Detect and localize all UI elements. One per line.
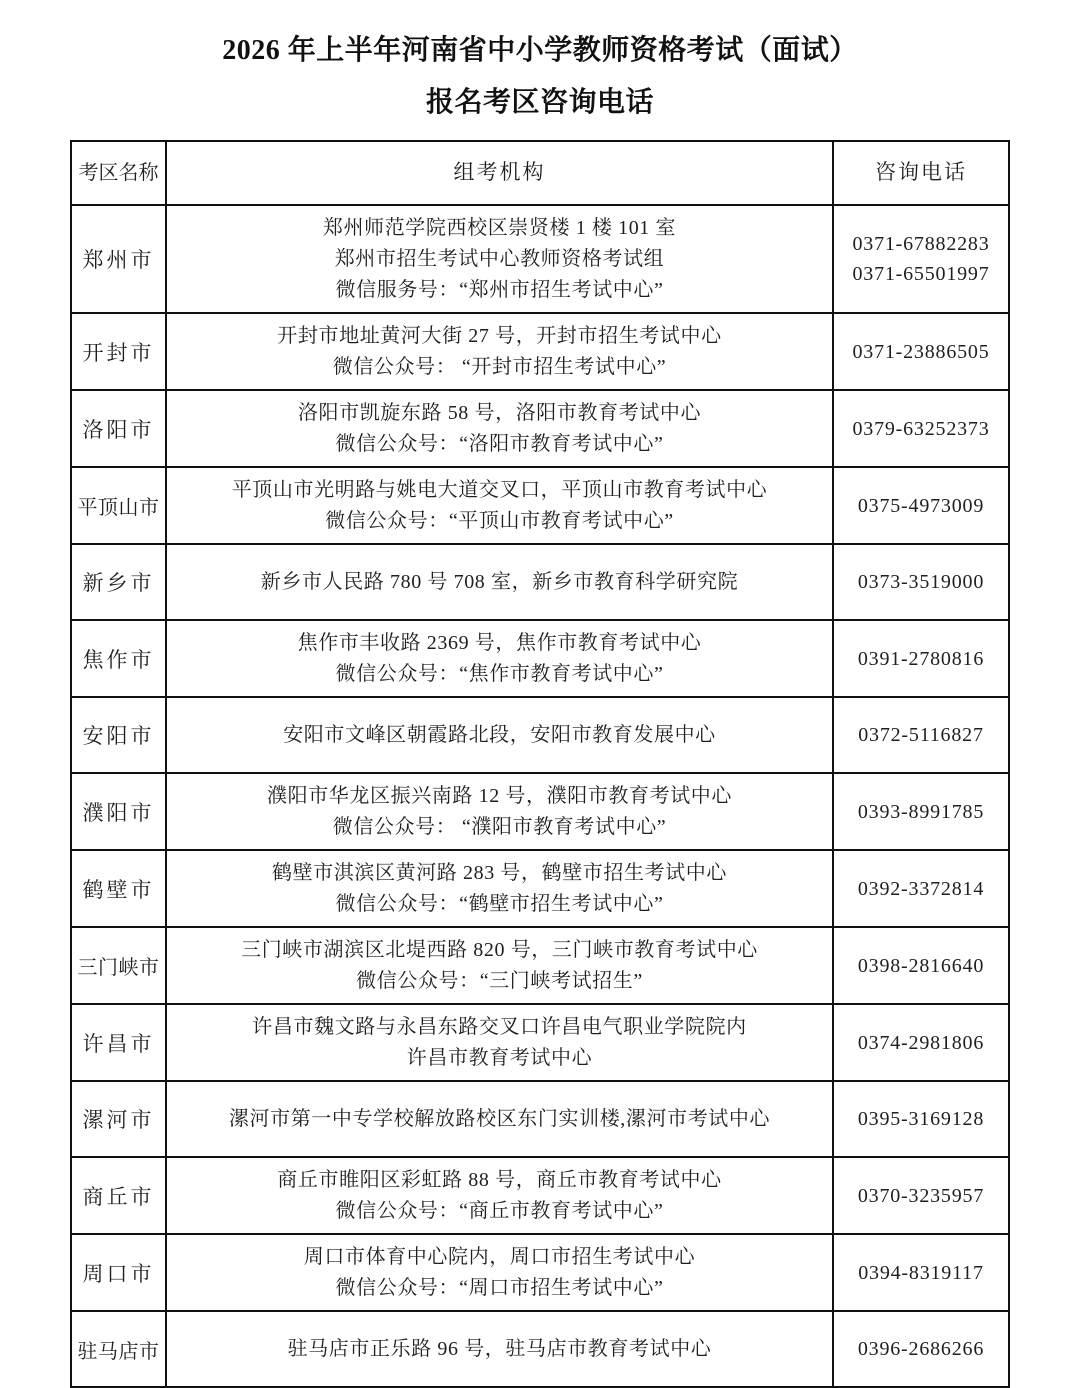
cell-phone xyxy=(833,850,1009,927)
organizer-line: 郑州市招生考试中心教师资格考试组 xyxy=(334,247,665,270)
column-header-exam-district: 考区名称 xyxy=(71,141,166,205)
organizer-line: 鹤壁市淇滨区黄河路 283 号，鹤壁市招生考试中心 xyxy=(272,861,727,884)
cell-exam-district: 漯河市 xyxy=(71,1081,166,1157)
cell-exam-district: 安阳市 xyxy=(71,697,166,773)
cell-exam-district: 周口市 xyxy=(71,1234,166,1311)
organizer-line: 微信公众号：“洛阳市教育考试中心” xyxy=(335,432,664,455)
phone-number: 0393-8991785 xyxy=(857,800,985,823)
table-row xyxy=(71,1157,1009,1234)
table-row xyxy=(71,927,1009,1004)
organizer-line: 濮阳市华龙区振兴南路 12 号，濮阳市教育考试中心 xyxy=(267,784,732,807)
contact-table xyxy=(70,140,1010,1388)
phone-number: 0396-2686266 xyxy=(857,1338,985,1360)
table-row xyxy=(71,467,1009,544)
table-header-row xyxy=(71,141,1009,205)
organizer-line: 周口市体育中心院内，周口市招生考试中心 xyxy=(303,1245,696,1268)
cell-phone xyxy=(833,697,1009,773)
table-row xyxy=(71,313,1009,390)
organizer-line: 许昌市魏文路与永昌东路交叉口许昌电气职业学院院内 xyxy=(252,1015,747,1038)
organizer-line: 商丘市睢阳区彩虹路 88 号，商丘市教育考试中心 xyxy=(277,1168,722,1191)
column-header-organizer: 组考机构 xyxy=(166,141,833,205)
organizer-line: 微信公众号：“周口市招生考试中心” xyxy=(335,1276,664,1299)
cell-exam-district: 开封市 xyxy=(71,313,166,390)
table-row xyxy=(71,390,1009,467)
organizer-line: 新乡市人民路 780 号 708 室，新乡市教育科学研究院 xyxy=(260,570,739,593)
cell-exam-district: 郑州市 xyxy=(71,205,166,313)
cell-organizer xyxy=(166,1004,833,1081)
phone-number: 0398-2816640 xyxy=(857,954,985,977)
organizer-line: 微信公众号：“鹤壁市招生考试中心” xyxy=(335,892,664,915)
cell-organizer xyxy=(166,313,833,390)
cell-organizer xyxy=(166,1234,833,1311)
cell-phone xyxy=(833,544,1009,620)
organizer-line: 漯河市第一中专学校解放路校区东门实训楼,漯河市考试中心 xyxy=(228,1107,771,1130)
table-row xyxy=(71,544,1009,620)
cell-organizer xyxy=(166,697,833,773)
cell-organizer xyxy=(166,1157,833,1234)
cell-phone xyxy=(833,1157,1009,1234)
table-header xyxy=(71,141,1009,205)
cell-organizer xyxy=(166,1081,833,1157)
cell-phone xyxy=(833,1311,1009,1387)
cell-phone xyxy=(833,390,1009,467)
phone-number: 0371-65501997 xyxy=(852,263,990,285)
phone-number: 0371-23886505 xyxy=(852,340,990,363)
phone-number: 0375-4973009 xyxy=(857,494,985,517)
cell-exam-district: 新乡市 xyxy=(71,544,166,620)
organizer-line: 平顶山市光明路与姚电大道交叉口，平顶山市教育考试中心 xyxy=(231,478,768,501)
cell-organizer xyxy=(166,927,833,1004)
cell-organizer xyxy=(166,620,833,697)
organizer-line: 微信公众号：“焦作市教育考试中心” xyxy=(335,662,664,685)
organizer-line: 焦作市丰收路 2369 号，焦作市教育考试中心 xyxy=(297,631,702,654)
phone-number: 0371-67882283 xyxy=(852,233,990,255)
cell-organizer xyxy=(166,467,833,544)
cell-phone xyxy=(833,1004,1009,1081)
phone-number: 0379-63252373 xyxy=(852,417,990,440)
table-row xyxy=(71,1004,1009,1081)
cell-organizer xyxy=(166,544,833,620)
phone-number: 0395-3169128 xyxy=(857,1108,985,1130)
phone-number: 0392-3372814 xyxy=(857,877,985,900)
cell-phone xyxy=(833,313,1009,390)
cell-exam-district: 三门峡市 xyxy=(71,927,166,1004)
organizer-line: 开封市地址黄河大街 27 号，开封市招生考试中心 xyxy=(277,324,722,347)
phone-number: 0394-8319117 xyxy=(858,1261,984,1284)
title-line-1: 2026 年上半年河南省中小学教师资格考试（面试） xyxy=(222,35,858,66)
cell-organizer xyxy=(166,850,833,927)
phone-number: 0370-3235957 xyxy=(857,1184,985,1207)
contact-table-container xyxy=(70,140,1008,1388)
organizer-line: 安阳市文峰区朝霞路北段，安阳市教育发展中心 xyxy=(283,723,716,746)
cell-organizer xyxy=(166,773,833,850)
cell-exam-district: 驻马店市 xyxy=(71,1311,166,1387)
organizer-line: 微信公众号：“商丘市教育考试中心” xyxy=(335,1199,664,1222)
cell-phone xyxy=(833,1081,1009,1157)
organizer-line: 微信公众号： “开封市招生考试中心” xyxy=(332,355,667,378)
cell-organizer xyxy=(166,1311,833,1387)
cell-phone xyxy=(833,205,1009,313)
phone-number: 0372-5116827 xyxy=(858,724,984,746)
cell-exam-district: 平顶山市 xyxy=(71,467,166,544)
organizer-line: 许昌市教育考试中心 xyxy=(406,1046,593,1069)
organizer-line: 微信公众号： “濮阳市教育考试中心” xyxy=(332,815,667,838)
cell-phone xyxy=(833,620,1009,697)
document-title xyxy=(0,0,1080,128)
cell-organizer xyxy=(166,390,833,467)
table-row xyxy=(71,620,1009,697)
organizer-line: 三门峡市湖滨区北堤西路 820 号，三门峡市教育考试中心 xyxy=(241,938,758,961)
organizer-line: 洛阳市凯旋东路 58 号，洛阳市教育考试中心 xyxy=(297,401,702,424)
cell-exam-district: 洛阳市 xyxy=(71,390,166,467)
table-row xyxy=(71,205,1009,313)
cell-exam-district: 商丘市 xyxy=(71,1157,166,1234)
table-row xyxy=(71,773,1009,850)
cell-organizer xyxy=(166,205,833,313)
table-row xyxy=(71,1234,1009,1311)
phone-number: 0374-2981806 xyxy=(857,1031,985,1054)
cell-phone xyxy=(833,927,1009,1004)
organizer-line: 微信服务号：“郑州市招生考试中心” xyxy=(335,278,664,301)
table-body xyxy=(71,205,1009,1387)
table-row xyxy=(71,697,1009,773)
organizer-line: 驻马店市正乐路 96 号，驻马店市教育考试中心 xyxy=(287,1337,712,1360)
cell-exam-district: 鹤壁市 xyxy=(71,850,166,927)
organizer-line: 微信公众号：“平顶山市教育考试中心” xyxy=(325,509,674,532)
cell-exam-district: 焦作市 xyxy=(71,620,166,697)
cell-exam-district: 许昌市 xyxy=(71,1004,166,1081)
table-row xyxy=(71,1311,1009,1387)
column-header-phone: 咨询电话 xyxy=(833,141,1009,205)
table-row xyxy=(71,1081,1009,1157)
organizer-line: 郑州师范学院西校区崇贤楼 1 楼 101 室 xyxy=(322,216,677,239)
phone-number: 0391-2780816 xyxy=(857,647,985,670)
cell-exam-district: 濮阳市 xyxy=(71,773,166,850)
phone-number: 0373-3519000 xyxy=(857,571,985,593)
cell-phone xyxy=(833,467,1009,544)
cell-phone xyxy=(833,1234,1009,1311)
table-row xyxy=(71,850,1009,927)
cell-phone xyxy=(833,773,1009,850)
organizer-line: 微信公众号：“三门峡考试招生” xyxy=(356,969,643,992)
title-line-2: 报名考区咨询电话 xyxy=(425,87,654,118)
